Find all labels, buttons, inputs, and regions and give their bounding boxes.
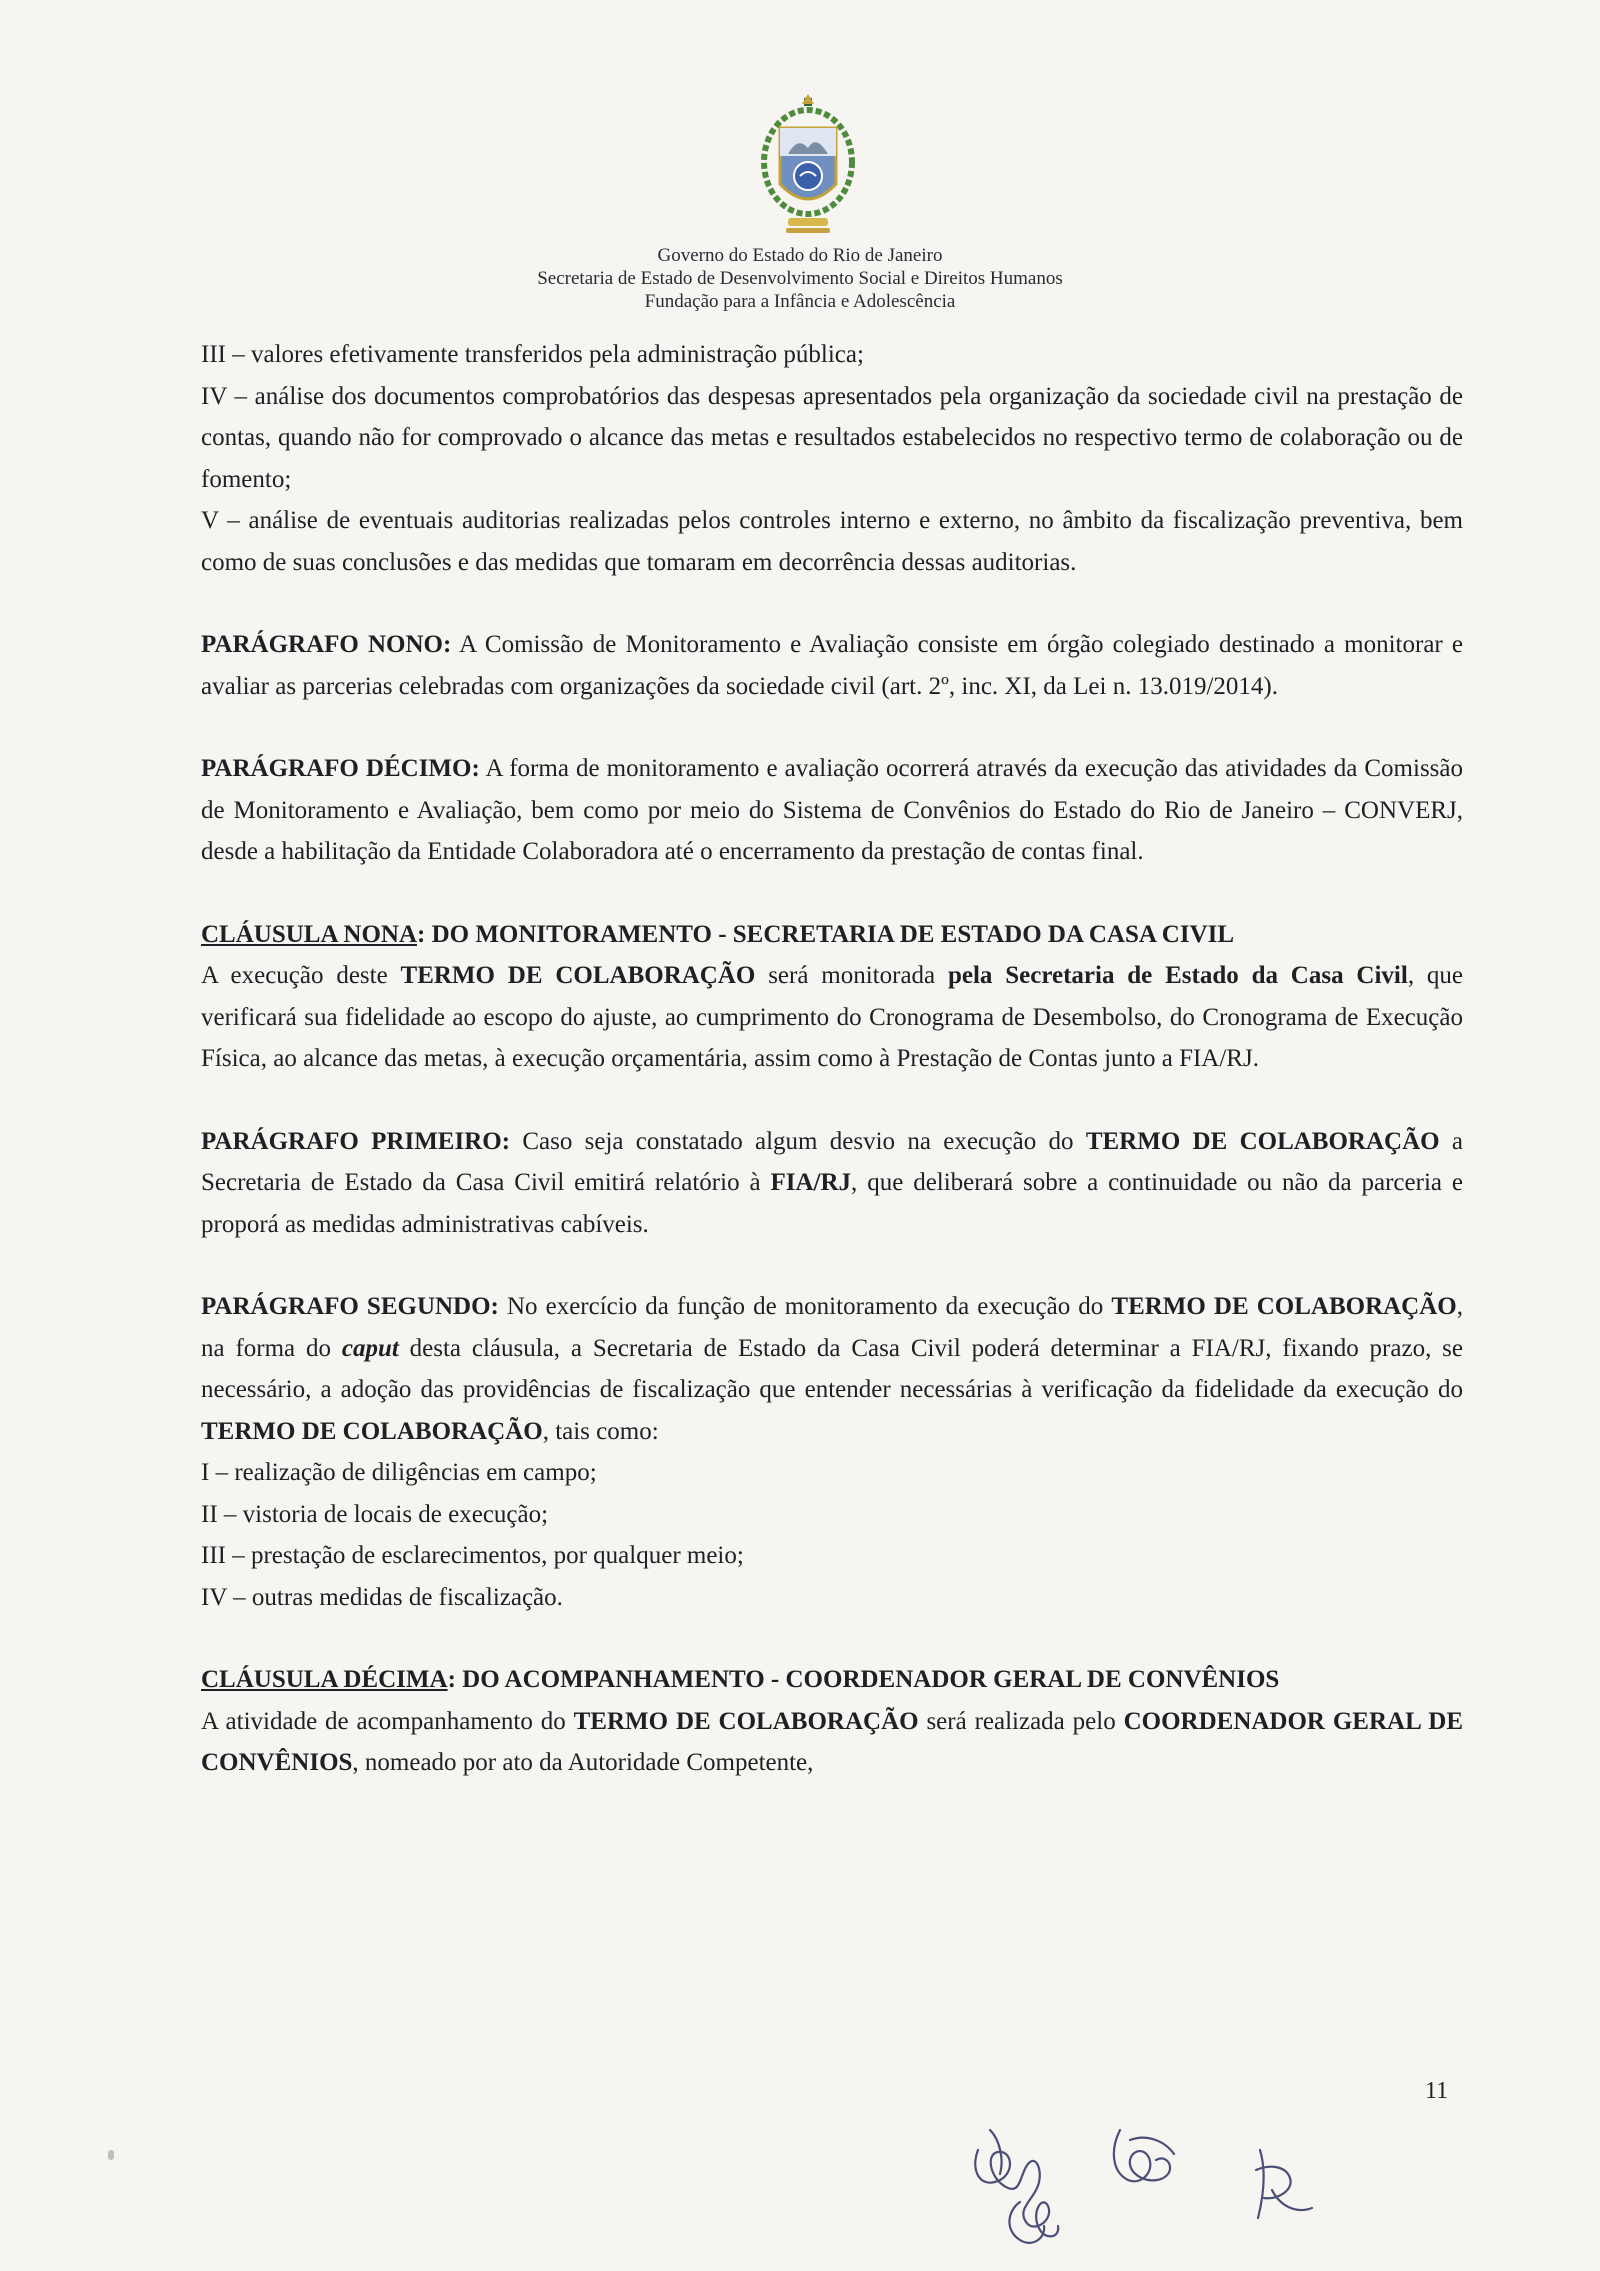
paragraph-label: PARÁGRAFO NONO:	[201, 631, 452, 658]
list-item: IV – outras medidas de fiscalização.	[201, 1583, 563, 1611]
paragraph-label: PARÁGRAFO PRIMEIRO:	[201, 1127, 511, 1155]
paragraph-segundo: PARÁGRAFO SEGUNDO: No exercício da função de monitoramento da execução do TERMO DE COLABORAÇÃO, na forma do caput desta cláusula, a Secretaria de Estado da Casa Civil poderá determinar a FIA/RJ, fixando prazo, se necessário, a adoção das providências de fiscalização que entender necessárias à verificação da fidelidade da execução do TERMO DE COLABORAÇÃO, tais como:	[201, 1293, 1464, 1445]
document-header	[0, 244, 1600, 313]
clausula-nona-body: A execução deste TERMO DE COLABORAÇÃO será monitorada pela Secretaria de Estado da Casa Civil, que verificará sua fidelidade ao escopo do ajuste, ao cumprimento do Cronograma de Desembolso, do Cronograma de Execução Física, ao alcance das metas, à execução orçamentária, assim como à Prestação de Contas junto a FIA/RJ.	[201, 962, 1463, 1072]
paragraph-label: PARÁGRAFO SEGUNDO:	[201, 1293, 499, 1320]
clausula-nona-heading: CLÁUSULA NONA: DO MONITORAMENTO - SECRETARIA DE ESTADO DA CASA CIVIL	[201, 920, 1235, 948]
list-item: III – prestação de esclarecimentos, por qualquer meio;	[201, 1542, 744, 1569]
header-secretariat: Secretaria de Estado de Desenvolvimento Social e Direitos Humanos	[537, 268, 1063, 289]
state-coat-of-arms-icon	[758, 92, 858, 242]
clausula-decima-heading: CLÁUSULA DÉCIMA: DO ACOMPANHAMENTO - COORDENADOR GERAL DE CONVÊNIOS	[201, 1666, 1280, 1693]
list-item: I – realização de diligências em campo;	[201, 1459, 597, 1486]
list-item: II – vistoria de locais de execução;	[201, 1500, 549, 1528]
header-foundation: Fundação para a Infância e Adolescência	[644, 291, 956, 312]
item-v: V – análise de eventuais auditorias realizadas pelos controles interno e externo, no âmbito da fiscalização preventiva, bem como de suas conclusões e das medidas que tomaram em decorrência dessas auditorias.	[201, 507, 1463, 576]
paragraph-decimo: PARÁGRAFO DÉCIMO: A forma de monitoramento e avaliação ocorrerá através da execução das atividades da Comissão de Monitoramento e Avaliação, bem como por meio do Sistema de Convênios do Estado do Rio de Janeiro – CONVERJ, desde a habilitação da Entidade Colaboradora até o encerramento da prestação de contas final.	[201, 755, 1463, 865]
header-government: Governo do Estado do Rio de Janeiro	[657, 245, 943, 266]
document-body	[201, 334, 1463, 1784]
page-number: 11	[1425, 2078, 1449, 2104]
paragraph-primeiro: PARÁGRAFO PRIMEIRO: Caso seja constatado algum desvio na execução do TERMO DE COLABORAÇÃO a Secretaria de Estado da Casa Civil emitirá relatório à FIA/RJ, que deliberará sobre a continuidade ou não da parceria e proporá as medidas administrativas cabíveis.	[201, 1127, 1463, 1238]
clausula-decima-body: A atividade de acompanhamento do TERMO DE COLABORAÇÃO será realizada pelo COORDENADOR GERAL DE CONVÊNIOS, nomeado por ato da Autoridade Competente,	[201, 1707, 1463, 1776]
item-iv: IV – análise dos documentos comprobatórios das despesas apresentados pela organização da sociedade civil na prestação de contas, quando não for comprovado o alcance das metas e resultados estabelecidos no respectivo termo de colaboração ou de fomento;	[201, 382, 1463, 493]
handwritten-signatures	[960, 2110, 1380, 2270]
scan-mark	[108, 2150, 114, 2160]
item-iii: III – valores efetivamente transferidos pela administração pública;	[201, 341, 864, 368]
paragraph-nono: PARÁGRAFO NONO: A Comissão de Monitoramento e Avaliação consiste em órgão colegiado destinado a monitorar e avaliar as parcerias celebradas com organizações da sociedade civil (art. 2º, inc. XI, da Lei n. 13.019/2014).	[201, 631, 1463, 700]
paragraph-label: PARÁGRAFO DÉCIMO:	[201, 755, 480, 782]
